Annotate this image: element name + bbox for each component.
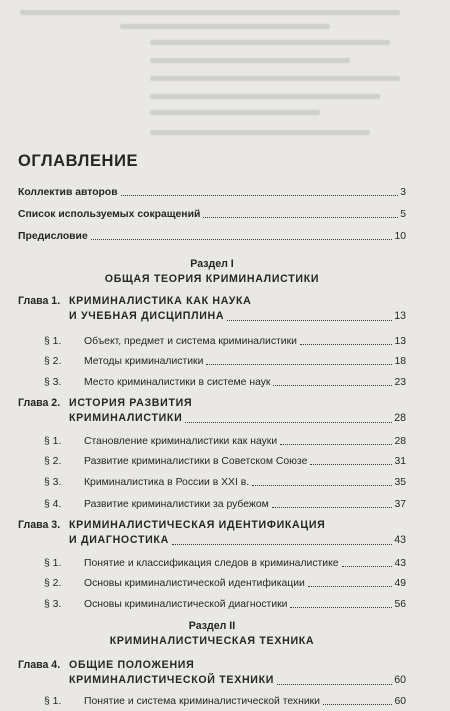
leader-dots: [91, 239, 393, 240]
section-number: § 2.: [44, 456, 62, 467]
leader-dots: [272, 507, 393, 508]
section-page: 56: [394, 599, 406, 610]
leader-dots: [203, 217, 398, 218]
section-page: 23: [394, 377, 406, 388]
leader-dots: [172, 544, 392, 545]
section-number: § 2.: [44, 356, 62, 367]
section-number: § 3.: [44, 599, 62, 610]
section-entry: [44, 695, 406, 708]
section-page: 60: [394, 696, 406, 707]
chapter-page: 28: [394, 412, 406, 424]
chapter-page: 43: [394, 534, 406, 546]
section-number: § 1.: [44, 336, 62, 347]
section-title: Развитие криминалистики за рубежом: [84, 499, 269, 510]
section-entry: [44, 476, 406, 489]
part-title: КРИМИНАЛИСТИЧЕСКАЯ ТЕХНИКА: [109, 635, 315, 647]
leader-dots: [280, 444, 392, 445]
section-title: Понятие и классификация следов в криминалистике: [84, 558, 339, 569]
chapter-entry: [18, 396, 406, 426]
leader-dots: [310, 464, 392, 465]
section-page: 13: [394, 336, 406, 347]
chapter-entry: [18, 518, 406, 548]
section-page: 49: [394, 578, 406, 589]
entry-label: Коллектив авторов: [18, 187, 118, 198]
toc-entry-abbreviations: [18, 208, 406, 221]
part-title: ОБЩАЯ ТЕОРИЯ КРИМИНАЛИСТИКИ: [104, 273, 320, 285]
chapter-page: 13: [394, 310, 406, 322]
section-number: § 1.: [44, 696, 62, 707]
entry-label: Предисловие: [18, 231, 88, 242]
section-title: Основы криминалистической идентификации: [84, 578, 305, 589]
leader-dots: [252, 485, 392, 486]
chapter-page: 60: [394, 674, 406, 686]
section-title: Развитие криминалистики в Советском Союзе: [84, 456, 308, 467]
section-title: Объект, предмет и система криминалистики: [84, 336, 297, 347]
chapter-title-line1: ИСТОРИЯ РАЗВИТИЯ: [69, 397, 193, 409]
chapter-label: Глава 3.: [18, 519, 61, 531]
section-page: 31: [394, 456, 406, 467]
chapter-title-line2: КРИМИНАЛИСТИКИ: [69, 412, 183, 424]
part-heading: [18, 619, 406, 649]
section-title: Понятие и система криминалистической техники: [84, 696, 320, 707]
leader-dots: [342, 566, 393, 567]
section-entry: [44, 355, 406, 368]
section-entry: [44, 335, 406, 348]
chapter-label: Глава 1.: [18, 295, 61, 307]
part-name: Раздел II: [188, 620, 236, 632]
entry-page: 10: [394, 231, 406, 242]
section-number: § 1.: [44, 558, 62, 569]
chapter-title-line1: ОБЩИЕ ПОЛОЖЕНИЯ: [69, 659, 195, 671]
section-entry: [44, 498, 406, 511]
chapter-title-line1: КРИМИНАЛИСТИЧЕСКАЯ ИДЕНТИФИКАЦИЯ: [69, 519, 326, 531]
section-number: § 2.: [44, 578, 62, 589]
chapter-title-line1: КРИМИНАЛИСТИКА КАК НАУКА: [69, 295, 252, 307]
leader-dots: [206, 364, 392, 365]
section-entry: [44, 598, 406, 611]
chapter-entry: [18, 658, 406, 688]
leader-dots: [277, 684, 392, 685]
section-number: § 1.: [44, 436, 62, 447]
leader-dots: [121, 195, 399, 196]
toc-entry-authors: [18, 186, 406, 199]
leader-dots: [308, 586, 393, 587]
chapter-label: Глава 4.: [18, 659, 61, 671]
leader-dots: [290, 607, 392, 608]
entry-label: Список используемых сокращений: [18, 209, 201, 220]
section-title: Место криминалистики в системе наук: [84, 377, 271, 388]
leader-dots: [300, 344, 393, 345]
chapter-entry: [18, 294, 406, 324]
section-entry: [44, 455, 406, 468]
chapter-title-line2: КРИМИНАЛИСТИЧЕСКОЙ ТЕХНИКИ: [69, 674, 275, 686]
section-number: § 3.: [44, 377, 62, 388]
entry-page: 5: [400, 209, 406, 220]
section-page: 43: [394, 558, 406, 569]
section-page: 35: [394, 477, 406, 488]
page-title: ОГЛАВЛЕНИЕ: [18, 152, 139, 170]
chapter-title-line2: И ДИАГНОСТИКА: [69, 534, 169, 546]
section-entry: [44, 376, 406, 389]
section-number: § 4.: [44, 499, 62, 510]
chapter-title-line2: И УЧЕБНАЯ ДИСЦИПЛИНА: [69, 310, 225, 322]
leader-dots: [273, 385, 392, 386]
part-name: Раздел I: [190, 258, 234, 270]
section-entry: [44, 435, 406, 448]
section-title: Криминалистика в России в XXI в.: [84, 477, 250, 488]
section-title: Методы криминалистики: [84, 356, 204, 367]
section-page: 18: [394, 356, 406, 367]
section-title: Основы криминалистической диагностики: [84, 599, 288, 610]
bleed-through-text: [0, 0, 450, 150]
section-entry: [44, 557, 406, 570]
section-page: 37: [394, 499, 406, 510]
leader-dots: [323, 704, 392, 705]
entry-page: 3: [400, 187, 406, 198]
chapter-label: Глава 2.: [18, 397, 61, 409]
toc-entry-preface: [18, 230, 406, 243]
section-page: 28: [394, 436, 406, 447]
section-number: § 3.: [44, 477, 62, 488]
leader-dots: [227, 320, 392, 321]
part-heading: [18, 257, 406, 287]
section-entry: [44, 577, 406, 590]
section-title: Становление криминалистики как науки: [84, 436, 278, 447]
leader-dots: [185, 422, 392, 423]
